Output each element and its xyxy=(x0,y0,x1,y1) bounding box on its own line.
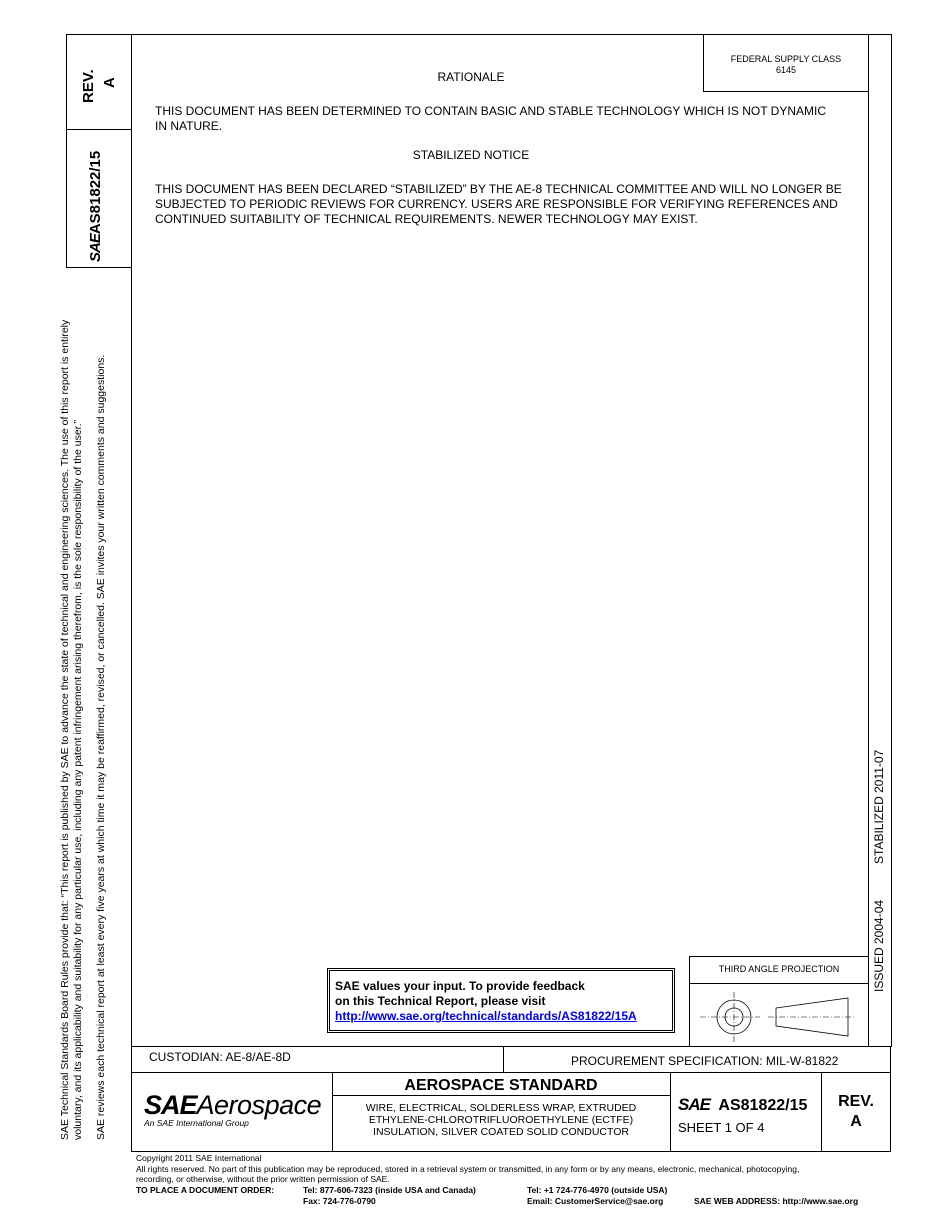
logo-subtitle: An SAE International Group xyxy=(144,1118,249,1128)
rationale-heading: RATIONALE xyxy=(437,70,505,84)
rationale-text: THIS DOCUMENT HAS BEEN DETERMINED TO CONTAIN BASIC AND STABLE TECHNOLOGY WHICH IS NOT DYNAMIC IN NATURE. xyxy=(155,104,826,133)
doc-number-side xyxy=(87,151,105,262)
rev-label: REV. xyxy=(838,1093,874,1110)
copyright: Copyright 2011 SAE International xyxy=(136,1153,262,1163)
doc-number-block xyxy=(678,1095,807,1115)
side-note-review: SAE reviews each technical report at least every five years at which time it may be reaffirmed, revised, or cancelled. SAE invites your written comments and suggestions. xyxy=(95,354,107,1140)
procurement-spec: PROCUREMENT SPECIFICATION: MIL-W-81822 xyxy=(571,1054,839,1068)
projection-label: THIRD ANGLE PROJECTION xyxy=(718,964,840,974)
sae-aerospace-logo xyxy=(144,1090,321,1121)
projection-symbol-icon xyxy=(690,984,868,1046)
title-line-3: INSULATION, SILVER COATED SOLID CONDUCTOR xyxy=(373,1126,629,1138)
custodian: CUSTODIAN: AE-8/AE-8D xyxy=(149,1050,291,1064)
custodian-divider xyxy=(503,1046,504,1073)
title-line-2: ETHYLENE-CHLOROTRIFLUOROETHYLENE (ECTFE) xyxy=(368,1114,634,1126)
doc-number: AS81822/15 xyxy=(718,1097,808,1114)
standard-type: AEROSPACE STANDARD xyxy=(404,1077,598,1094)
order-label: TO PLACE A DOCUMENT ORDER: xyxy=(136,1185,275,1195)
rights-line-2: recording, or otherwise, without the prior written permission of SAE. xyxy=(136,1174,390,1184)
tel-usa: Tel: 877-606-7323 (inside USA and Canada) xyxy=(303,1185,476,1195)
sae-logo-mark: SAE xyxy=(144,1090,197,1120)
title-divider-2 xyxy=(670,1072,671,1152)
side-note-board-rules: SAE Technical Standards Board Rules provide that: “This report is published by SAE to advance the state of technical and engineering sciences. The use of this report is entirely xyxy=(59,319,71,1140)
fax: Fax: 724-776-0790 xyxy=(303,1196,376,1206)
rights-line-1: All rights reserved. No part of this publication may be reproduced, stored in a retrieval system or transmitted, in any form or by any means, electronic, mechanical, photocopying, xyxy=(136,1164,800,1174)
stabilized-text: THIS DOCUMENT HAS BEEN DECLARED “STABILIZED” BY THE AE-8 TECHNICAL COMMITTEE AND WILL NO LONGER BE SUBJECTED TO PERIODIC REVIEWS FOR CURRENCY. USERS ARE RESPONSIBLE FOR VERIFYING REFERENCES AND CONTINUED SUITABILITY OF TECHNICAL REQUIREMENTS. NEWER TECHNOLOGY MAY EXIST. xyxy=(155,182,842,226)
rev-side-value: A xyxy=(101,77,118,88)
feedback-line1: SAE values your input. To provide feedback xyxy=(335,979,585,993)
federal-supply-class-value: 6145 xyxy=(775,65,797,75)
rev-side-box xyxy=(66,34,132,130)
sae-logo-mark-small: SAE xyxy=(678,1095,710,1114)
issued-date: ISSUED 2004-04 xyxy=(872,899,886,992)
stabilized-date: STABILIZED 2011-07 xyxy=(872,749,886,864)
email: Email: CustomerService@sae.org xyxy=(527,1196,664,1206)
title-line-1: WIRE, ELECTRICAL, SOLDERLESS WRAP, EXTRUDED xyxy=(365,1102,637,1114)
feedback-line2: on this Technical Report, please visit xyxy=(335,994,546,1008)
rev-side-label: REV. xyxy=(80,69,97,103)
sae-logo-small: SAE xyxy=(87,234,104,262)
tel-outside-usa: Tel: +1 724-776-4970 (outside USA) xyxy=(527,1185,668,1195)
doc-number-side-text: AS81822/15 xyxy=(87,150,104,235)
federal-supply-class-label: FEDERAL SUPPLY CLASS xyxy=(730,54,842,64)
sheet-number: SHEET 1 OF 4 xyxy=(678,1120,765,1135)
stabilized-heading: STABILIZED NOTICE xyxy=(412,148,530,162)
rev-value: A xyxy=(850,1113,862,1130)
side-note-voluntary: voluntary, and its applicability and suitability for any particular use, including any patent infringement arising therefrom, is the sole responsibility of the user.” xyxy=(72,419,84,1140)
web-address: SAE WEB ADDRESS: http://www.sae.org xyxy=(694,1196,859,1206)
feedback-link[interactable]: http://www.sae.org/technical/standards/AS81822/15A xyxy=(335,1009,637,1023)
standard-type-underline xyxy=(332,1095,670,1096)
logo-aerospace-text: Aerospace xyxy=(196,1090,322,1120)
right-strip-divider xyxy=(868,34,869,1047)
